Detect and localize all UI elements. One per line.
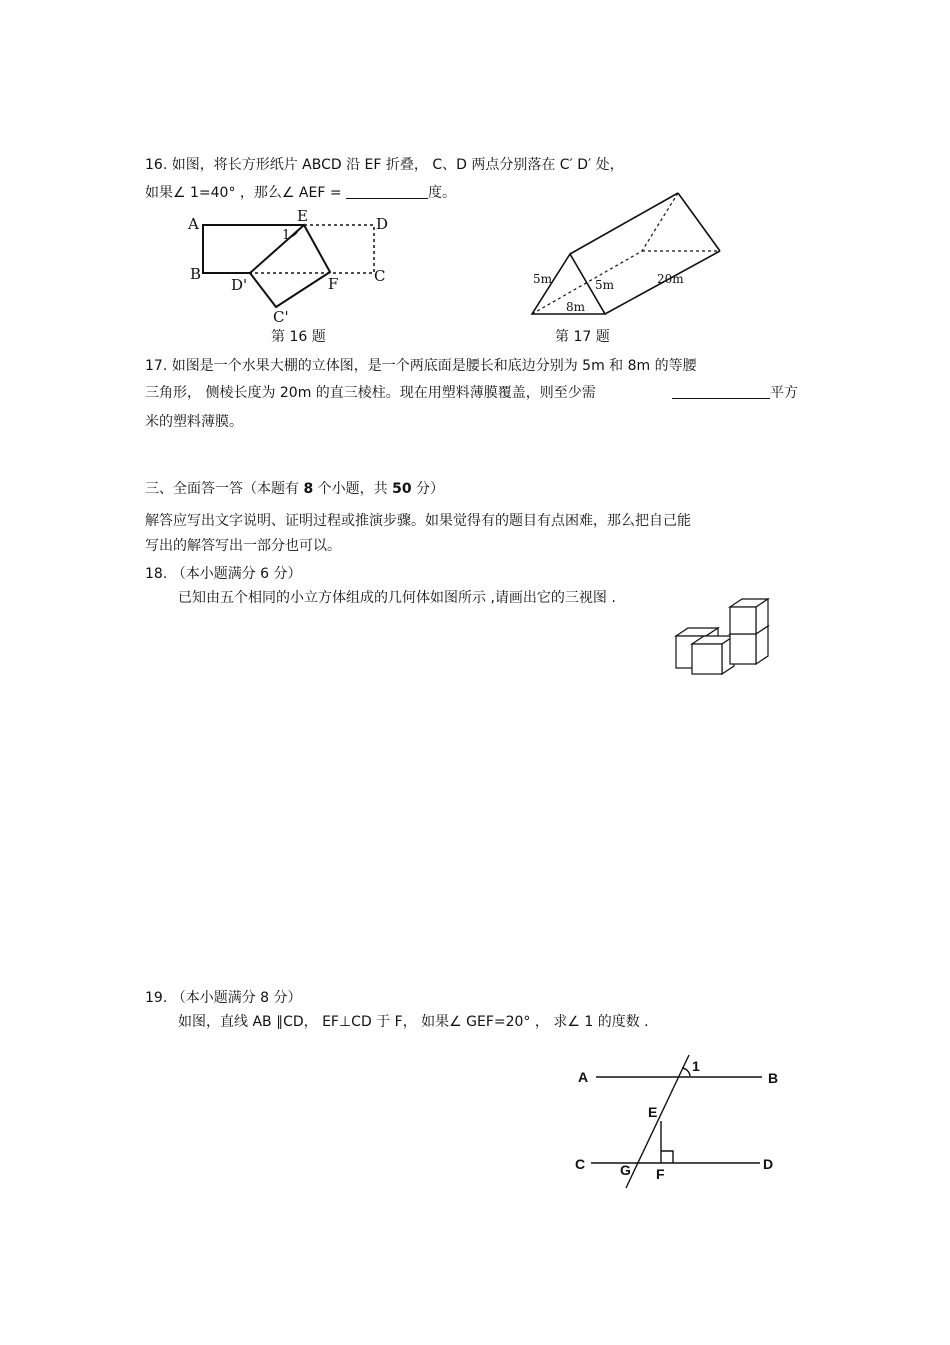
q19-label-A: A	[578, 1069, 589, 1085]
q18-cube2-front	[692, 644, 722, 674]
q19-heading: 19. （本小题满分 8 分）	[145, 990, 302, 1006]
q19-label-G: G	[620, 1162, 631, 1178]
q19-angle1-arc	[682, 1068, 690, 1076]
q16-label-Cprime: C'	[273, 308, 289, 325]
q18-cube3-front	[730, 634, 756, 664]
q16-label-B: B	[190, 265, 202, 283]
q16-label-D: D	[376, 215, 389, 233]
q17-label-20m: 20m	[657, 272, 684, 286]
q17-line2-text: 三角形， 侧棱长度为 20m 的直三棱柱。现在用塑料薄膜覆盖，则至少需	[145, 385, 596, 401]
q16-label-1: 1	[282, 228, 291, 243]
q16-line1: 16. 如图，将长方形纸片 ABCD 沿 EF 折叠， C、D 两点分别落在 C′ D′ 处，	[145, 157, 624, 173]
q19-text: 如图，直线 AB ∥CD， EF⊥CD 于 F， 如果∠ GEF=20° ， 求∠ 1 的度数 .	[178, 1014, 649, 1030]
q19-right-angle-mark	[661, 1151, 673, 1163]
section3-title-b: 个小题，共	[313, 481, 393, 497]
q17-label-5m-right: 5m	[595, 278, 615, 292]
q17-line3: 米的塑料薄膜。	[145, 414, 243, 430]
section3-intro-line1: 解答应写出文字说明、证明过程或推演步骤。如果觉得有的题目有点困难，那么把自己能	[145, 513, 691, 529]
q17-line2-suffix: 平方	[770, 385, 798, 401]
q19-label-D: D	[763, 1156, 774, 1172]
q17-caption: 第 17 题	[555, 329, 610, 345]
section3-title-c: 分）	[411, 481, 445, 497]
q16-figure	[185, 205, 400, 325]
section3-title-a: 三、全面答一答（本题有	[145, 481, 304, 497]
q17-line2-end	[672, 384, 798, 402]
q16-caption: 第 16 题	[271, 329, 326, 345]
q17-back-right-edge	[678, 193, 720, 251]
q16-label-Dprime: D'	[231, 276, 248, 294]
q18-cube-figure	[670, 595, 775, 677]
q19-label-E: E	[648, 1104, 658, 1120]
q17-line1: 17. 如图是一个水果大棚的立体图，是一个两底面是腰长和底边分别为 5m 和 8m 的等腰	[145, 358, 697, 374]
q16-line2-suffix: 度。	[428, 185, 457, 201]
q19-label-C: C	[575, 1156, 586, 1172]
q16-rect-dashed	[250, 225, 374, 273]
q19-figure	[570, 1050, 785, 1195]
q17-label-8m: 8m	[566, 300, 586, 314]
q17-hidden-back-left	[642, 193, 678, 251]
section3-title-count: 8	[303, 481, 314, 497]
q16-label-C: C	[374, 267, 386, 285]
q17-answer-blank	[672, 384, 770, 399]
section3-intro-line2: 写出的解答写出一部分也可以。	[145, 538, 341, 554]
q17-figure	[525, 190, 730, 320]
q16-label-E: E	[297, 207, 308, 225]
q17-top-edge	[570, 193, 678, 254]
q19-label-B: B	[768, 1070, 779, 1086]
q16-label-A: A	[188, 215, 199, 233]
section3-title	[145, 480, 444, 498]
q17-label-5m-left: 5m	[533, 272, 553, 286]
q16-label-F: F	[328, 275, 339, 293]
q18-heading: 18. （本小题满分 6 分）	[145, 566, 302, 582]
section3-title-points: 50	[392, 481, 412, 497]
q18-cube4-front	[730, 607, 756, 634]
q19-label-F: F	[656, 1166, 665, 1182]
q16-line2-prefix: 如果∠ 1=40° ，那么∠ AEF =	[145, 185, 347, 201]
q17-line2	[145, 384, 596, 402]
q16-line2	[145, 184, 456, 202]
q18-text: 已知由五个相同的小立方体组成的几何体如图所示 ,请画出它的三视图 .	[178, 590, 616, 606]
q19-label-1: 1	[692, 1058, 700, 1074]
q16-answer-blank	[346, 184, 428, 199]
